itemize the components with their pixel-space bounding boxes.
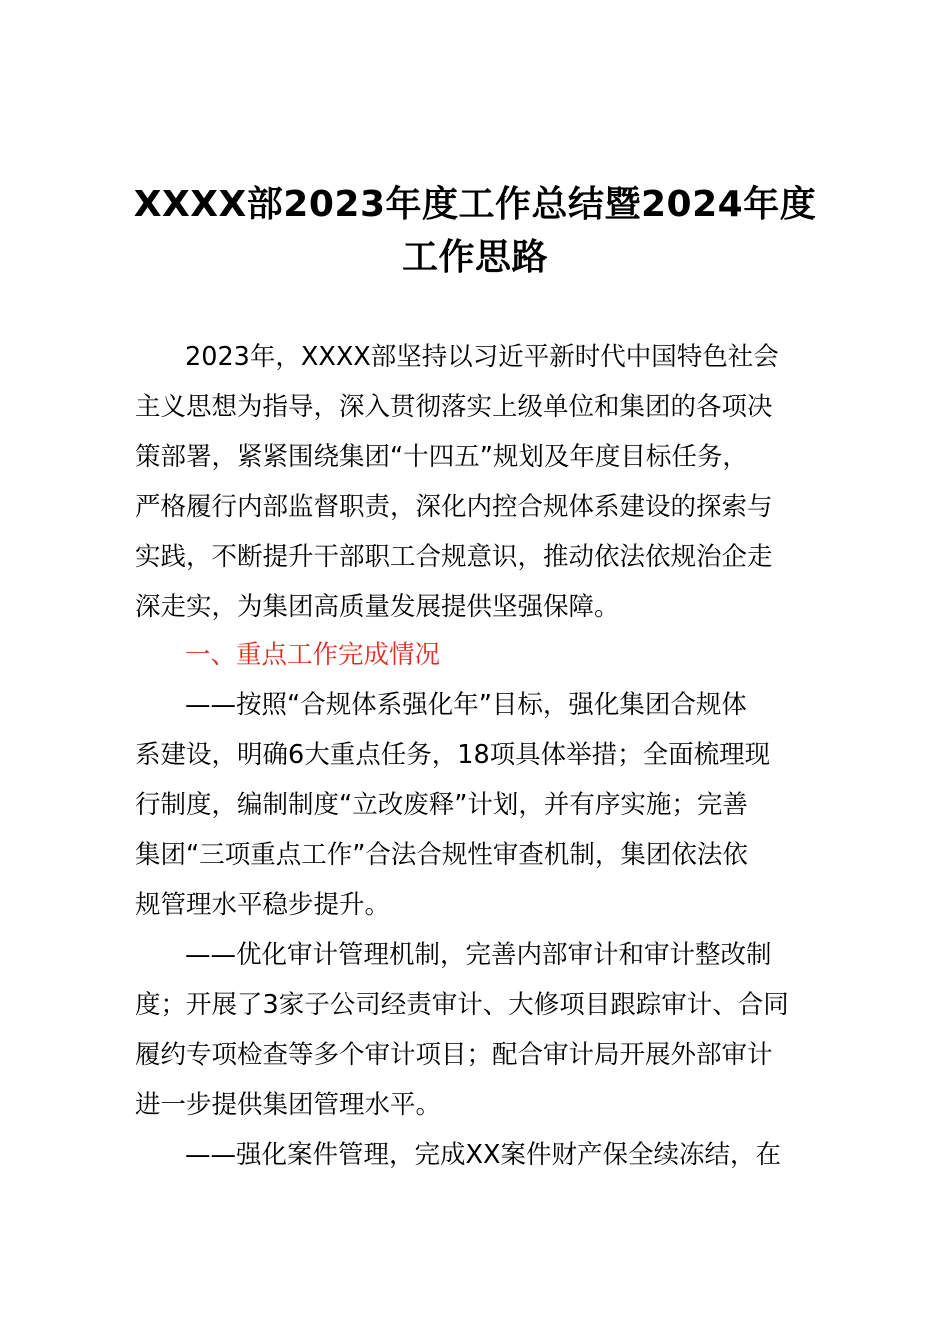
document-title-line-1: XXXX部2023年度工作总结暨2024年度 (133, 184, 817, 225)
paragraph-3-line-1: ——优化审计管理机制，完善内部审计和审计整改制 (185, 940, 772, 970)
section-heading: 一、重点工作完成情况 (185, 640, 441, 670)
paragraph-2-line-2: 系建设，明确6大重点任务，18项具体举措；全面梳理现 (135, 740, 771, 770)
paragraph-2-line-4: 集团“三项重点工作”合法合规性审查机制，集团依法依 (135, 840, 748, 870)
paragraph-3-line-2: 度；开展了3家子公司经责审计、大修项目跟踪审计、合同 (135, 990, 789, 1020)
paragraph-1-line-3: 策部署，紧紧围绕集团“十四五”规划及年度目标任务， (135, 442, 748, 472)
paragraph-1-line-1: 2023年，XXXX部坚持以习近平新时代中国特色社会 (185, 342, 779, 372)
paragraph-3-line-4: 进一步提供集团管理水平。 (135, 1090, 442, 1120)
paragraph-1-line-4: 严格履行内部监督职责，深化内控合规体系建设的探索与 (135, 492, 773, 522)
document-title-line-2: 工作思路 (401, 237, 548, 278)
paragraph-4-line-1: ——强化案件管理，完成XX案件财产保全续冻结，在 (185, 1140, 781, 1170)
paragraph-2-line-1: ——按照“合规体系强化年”目标，强化集团合规体 (185, 690, 747, 720)
paragraph-1-line-2: 主义思想为指导，深入贯彻落实上级单位和集团的各项决 (135, 392, 773, 422)
paragraph-1-line-6: 深走实，为集团高质量发展提供坚强保障。 (135, 592, 620, 622)
paragraph-1-line-5: 实践，不断提升干部职工合规意识，推动依法依规治企走 (135, 542, 773, 572)
paragraph-2-line-3: 行制度，编制制度“立改废释”计划，并有序实施；完善 (135, 790, 748, 820)
paragraph-3-line-3: 履约专项检查等多个审计项目；配合审计局开展外部审计 (135, 1040, 773, 1070)
paragraph-2-line-5: 规管理水平稳步提升。 (135, 890, 391, 920)
